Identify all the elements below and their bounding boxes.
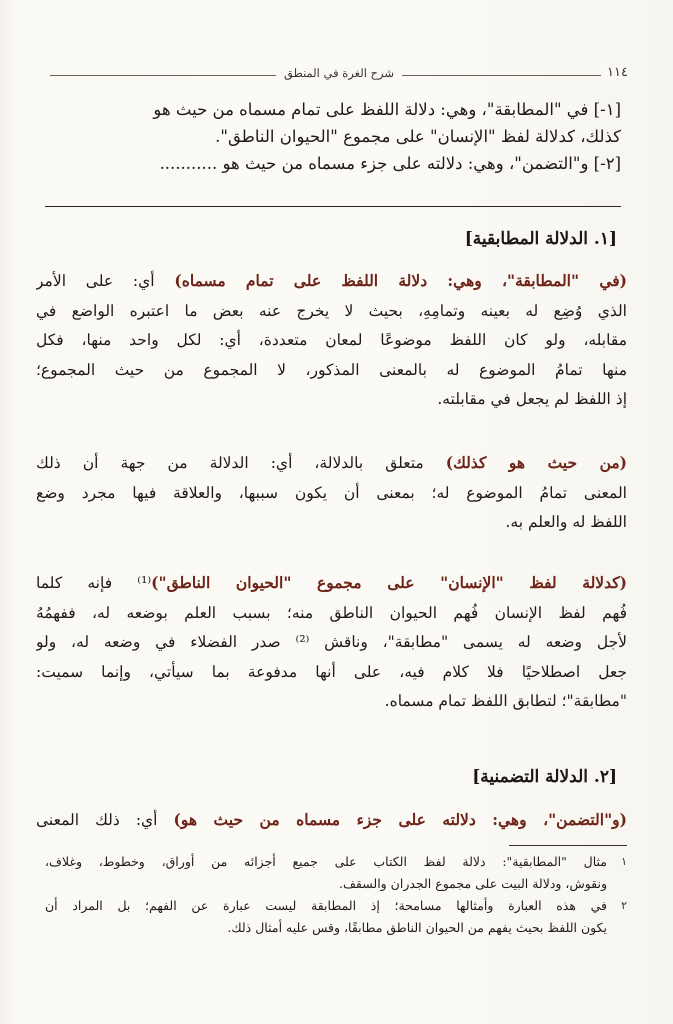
running-header [50,66,628,84]
running-title: شرح الغرة في المنطق [276,66,402,80]
footnote-line [45,851,627,873]
matn-line: [٢-] و"التضمن"، وهي: دلالته على جزء مسماه من حيث هو ........... [159,154,621,173]
quoted-matn: (و"التضمن"، وهي: دلالته على جزء مسماه من حيث هو) [173,810,627,829]
paragraph-line: فُهم لفظ الإنسان فُهم الحيوان الناطق منه؛ بسبب العلم بوضعه له، ففهمُهُ [36,603,627,622]
footnote-number: ١ [621,855,627,868]
footnote-text: ونقوش، ودلالة البيت على مجموع الجدران والسقف. [339,876,607,891]
matn-line: [١-] في "المطابقة"، وهي: دلالة اللفظ على تمام مسماه من حيث هو [153,100,621,119]
paragraph-lead-line [36,805,627,836]
commentary-paragraph [36,568,627,717]
paragraph-line: المعنى تمامُ الموضوع له؛ بمعنى أن يكون سببها، والعلاقة فيها مجرد وضع [36,483,627,502]
quoted-matn: (في "المطابقة"، وهي: دلالة اللفظ على تمام مسماه) [174,271,627,290]
commentary-text: ⁽¹⁾ فإنه كلما [36,574,152,592]
commentary-paragraph [36,805,627,836]
commentary-text: متعلق بالدلالة، أي: الدلالة من جهة أن ذلك [36,454,446,472]
footnote-text: يكون اللفظ بحيث يفهم من الحيوان الناطق مطابقًا، وقس عليه أمثال ذلك. [227,920,607,935]
commentary-paragraph [36,266,627,415]
footnote-divider [509,845,627,846]
section-heading: [٢. الدلالة التضمنية] [472,767,617,787]
footnote-line [45,917,627,939]
footnote-text: مثال "المطابقية": دلالة لفظ الكتاب على جميع أجزائه من أوراق، وخطوط، وغلاف، [45,854,607,869]
quoted-matn: (من حيث هو كذلك) [445,453,627,472]
paragraph-lead-line [36,266,627,297]
matn-text-block [45,96,621,177]
paragraph-line: الذي وُضِع له بعينه وتمامِهِ، بحيث لا يخرج عنه بعض ما اعتبره الواضع في [36,301,627,320]
paragraph-line: منها تمامُ الموضوع له بالمعنى المذكور، لا المجموع من حيث المجموع؛ [36,360,627,379]
paragraph-line: اللفظ له والعلم به. [505,513,627,531]
paragraph-line: جعل اصطلاحيًا فلا كلام فيه، على أنها مدفوعة بما سيأتي، وإنما سميت: [36,662,627,681]
paragraph-lead-line [36,448,627,479]
footnote-line [45,895,627,917]
page-number: ١١٤ [601,65,628,80]
paragraph-line: إذ اللفظ لم يجعل في مقابلته. [437,390,627,408]
footnotes [45,851,627,939]
paragraph-line: "مطابقة"؛ لتطابق اللفظ تمام مسماه. [384,692,627,710]
matn-line: كذلك، كدلالة لفظ "الإنسان" على مجموع "الحيوان الناطق". [215,127,621,146]
matn-divider [45,206,621,207]
commentary-text: أي: على الأمر [36,272,175,290]
paragraph-line: لأجل وضعه له يسمى "مطابقة"، وناقش ⁽²⁾ صدر الفضلاء في وضعه له، ولو [36,633,627,651]
paragraph-lead-line [36,568,627,599]
footnote-number: ٢ [621,899,627,912]
commentary-paragraph [36,448,627,538]
paragraph-line: مقابله، ولو كان اللفظ موضوعًا لمعان متعددة، أي: لكل واحد منها، فكل [36,331,627,349]
commentary-text: أي: ذلك المعنى [36,811,174,829]
quoted-matn: (كدلالة لفظ "الإنسان" على مجموع "الحيوان الناطق") [151,573,627,592]
section-heading: [١. الدلالة المطابقية] [464,229,617,249]
footnote-text: في هذه العبارة وأمثالها مسامحة؛ إذ المطابقة ليست عبارة عن الفهم؛ بل المراد أن [45,898,607,913]
footnote-line [45,873,627,895]
